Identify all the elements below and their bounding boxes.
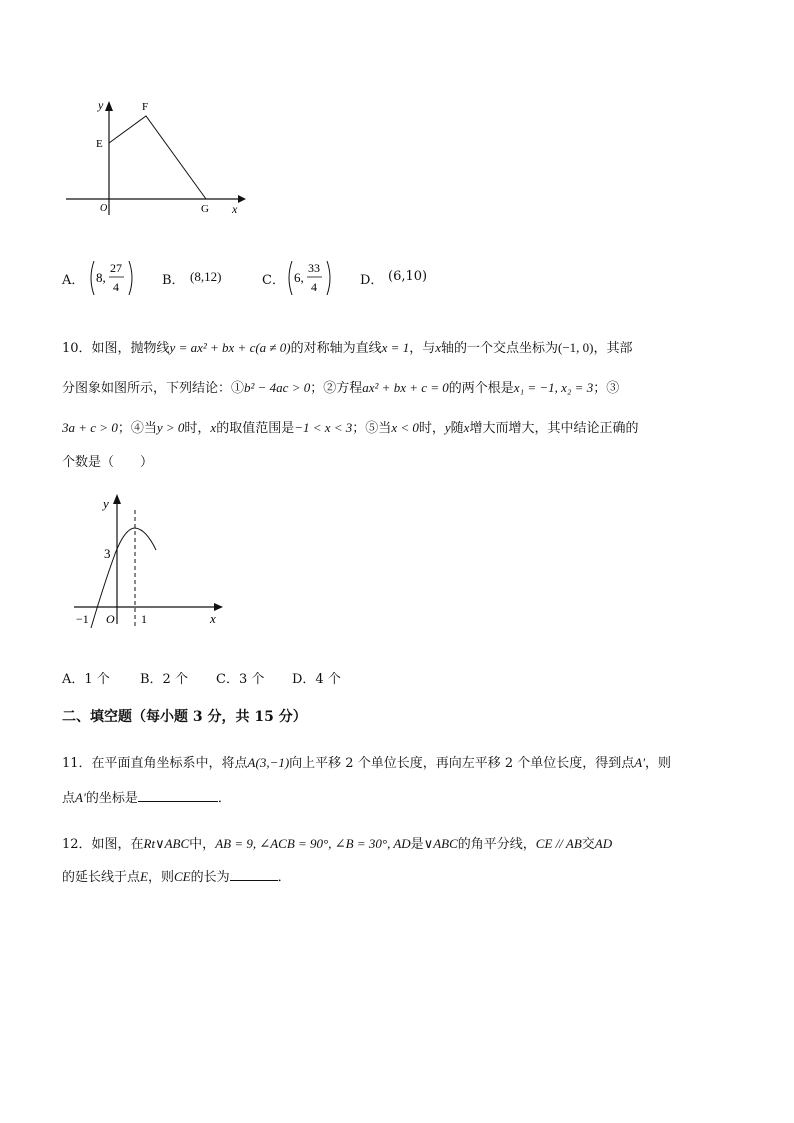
q10-line-1: 10．如图，抛物线y = ax² + bx + c(a ≠ 0)的对称轴为直线x = 1，与x轴的一个交点坐标为(−1, 0)，其部: [62, 340, 633, 356]
label-origin: O: [106, 612, 115, 626]
x-axis-arrow: [214, 603, 223, 611]
label-origin: O: [100, 203, 108, 214]
q11-line-2: 点A′的坐标是 ．: [62, 787, 231, 806]
option-c-value: [286, 258, 336, 298]
figure-10: [70, 488, 235, 638]
label-e: E: [96, 138, 103, 150]
option-a-value: [88, 258, 138, 298]
q12-line-2: 的延长线于点E，则CE的长为 ．: [62, 866, 291, 885]
option-b: B．2 个: [140, 672, 188, 687]
option-d-label: D．: [360, 273, 384, 288]
option-c: C．3 个: [216, 672, 265, 687]
option-d: D．4 个: [292, 672, 341, 687]
option-c-label: C．: [262, 273, 285, 288]
option-a: A．1 个: [62, 672, 110, 687]
graph-efg: [109, 116, 206, 199]
y-axis-arrow: [113, 494, 121, 504]
svg-text:4: 4: [311, 280, 317, 294]
y-label: y: [98, 98, 104, 112]
answer-blank-12[interactable]: [230, 866, 278, 881]
section-heading: 二、填空题（每小题 3 分，共 15 分）: [62, 709, 307, 725]
option-b-value: (8,12): [190, 269, 222, 284]
label-minus-one: −1: [76, 612, 89, 626]
x-label: x: [232, 202, 238, 216]
svg-text:6,: 6,: [294, 270, 304, 285]
option-a-label: A．: [62, 273, 85, 288]
figure-9: [60, 95, 260, 225]
svg-text:33: 33: [308, 261, 320, 275]
y-label: y: [103, 496, 109, 511]
answer-blank-11[interactable]: [138, 787, 218, 802]
q10-line-3: 3a + c > 0；④当y > 0时，x的取值范围是−1 < x < 3；⑤当x < 0时，y随x增大而增大，其中结论正确的: [62, 420, 639, 436]
q10-line-4: 个数是（ ）: [62, 455, 154, 470]
x-label: x: [210, 611, 216, 626]
label-f: F: [142, 101, 149, 113]
option-d-value: (6,10): [388, 269, 428, 284]
svg-text:27: 27: [110, 261, 122, 275]
label-one: 1: [141, 612, 147, 626]
label-g: G: [201, 203, 209, 215]
label-three: 3: [104, 546, 111, 561]
svg-text:4: 4: [113, 280, 119, 294]
q12-line-1: 12．如图，在Rt∨ABC中，AB = 9, ∠ACB = 90°, ∠B = 30°, AD是∨ABC的角平分线，CE // AB交AD: [62, 836, 613, 852]
x-axis-arrow: [238, 195, 246, 203]
q10-options: [62, 668, 462, 688]
svg-text:8,: 8,: [96, 270, 106, 285]
q9-options: [62, 258, 562, 298]
q11-line-1: 11．在平面直角坐标系中，将点A(3,−1)向上平移 2 个单位长度，再向左平移 2 个单位长度，得到点A′，则: [62, 755, 672, 771]
q10-line-2: 分图象如图所示，下列结论：①b² − 4ac > 0；②方程ax² + bx + c = 0的两个根是x₁ = −1, x₂ = 3；③: [62, 380, 620, 396]
option-b-label: B．: [162, 273, 185, 288]
y-axis-arrow: [105, 101, 113, 111]
